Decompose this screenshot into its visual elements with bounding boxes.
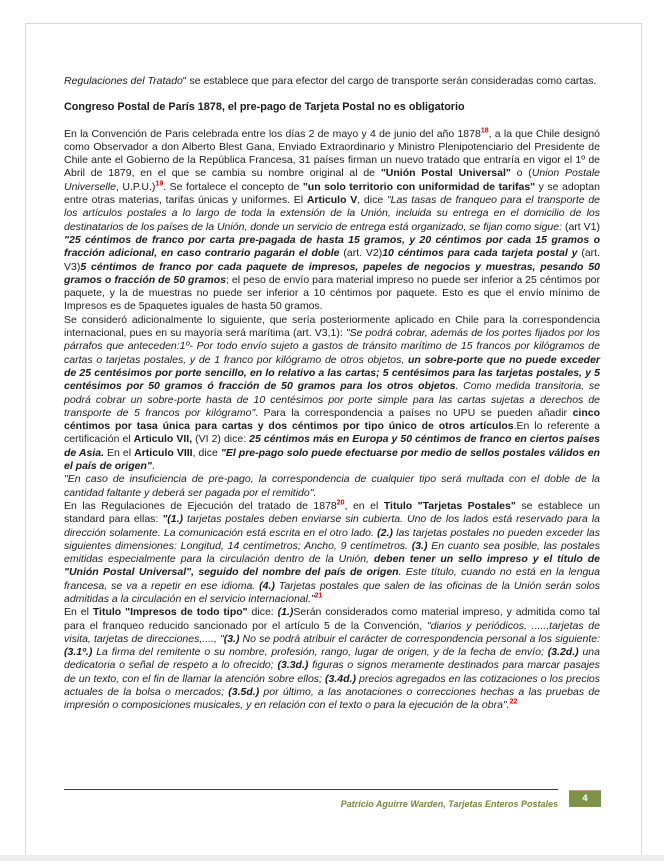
footnote-reference: 22 bbox=[509, 698, 518, 706]
viewport-bottom-strip bbox=[0, 855, 664, 861]
text-segment: La firma del remitente o su nombre, profesión, rango, lugar de origen, y de la fecha de envío; bbox=[92, 646, 548, 659]
text-segment: (3.) bbox=[411, 539, 428, 552]
text-segment: . Se fortalece el concepto de bbox=[163, 180, 303, 193]
text-segment: "El pre-pago solo puede efectuarse por medio de sellos postales válidos en el país de origen" bbox=[64, 446, 600, 473]
paragraph-insufficiency-fine bbox=[64, 473, 600, 500]
text-segment: Union Postale Universelle bbox=[64, 167, 601, 193]
text-segment: "Se podrá cobrar, además de los portes fijados por los párrafos que anteceden:1º- Por todo envío sujeto a gastos de tránsito marítimo de 15 francos por kilógramos de cartas o tarjetas postales, y de 1 franco por kilógramo de otros objetos, bbox=[64, 327, 600, 366]
text-segment: Articulo VIII bbox=[134, 446, 193, 459]
text-segment: Serán considerados como material impreso, y admitida como tal para el franqueo reducido sancionado por el artículo 5 de la Convención, bbox=[64, 606, 600, 632]
text-segment: ; el peso de envío para material impreso no puede ser inferior a 25 céntimos por paquete, y la de muestras no puede ser inferior a 10 céntimos por paquete. Esto es que el envío mínimo de Impresos es de 5paquetes iguales de hasta 50 gramos. bbox=[64, 273, 600, 313]
text-segment: 25 céntimos más en Europa y 50 céntimos de franco en ciertos países de Asia. bbox=[64, 433, 600, 459]
text-segment: o ( bbox=[510, 167, 532, 180]
text-segment: En la Convención de Paris celebrada entre los días 2 de mayo y 4 de junio del año 1878 bbox=[64, 127, 481, 140]
text-segment: deben tener un sello impreso y el título de "Unión Postal Universal", seguido del nombre del país de origen bbox=[64, 553, 601, 579]
text-segment: Tarjetas postales que salen de las oficinas de la Unión serán solos admitidas a la circulación en el servicio internacional." bbox=[64, 579, 600, 605]
text-segment: "En caso de insuficiencia de pre-pago, la correspondencia de cualquier tipo será multada con el doble de la cantidad faltante y deberá ser pagada por el remitido". bbox=[64, 473, 600, 499]
text-segment: En el bbox=[64, 606, 93, 619]
document-page bbox=[25, 23, 642, 856]
text-segment: "diarios y periódicos, .....,tarjetas de visita, tarjetas de direcciones,...., " bbox=[64, 619, 600, 645]
text-segment: . bbox=[151, 460, 155, 473]
text-segment: un sobre-porte que no puede exceder de 25 centésimos por porte sencillo, en lo relativo a las cartas; 5 centésimos para las tarjetas postales, y 5 centésimos por 50 gramos ó fracción de 50 gramos para los otros objetos bbox=[64, 353, 600, 393]
text-segment: . Para la correspondencia a países no UPU se pueden añadir bbox=[255, 406, 573, 419]
text-segment: No se podrá atribuir el carácter de correspondencia personal a los siguiente: bbox=[239, 632, 601, 645]
text-segment: " se establece que para efector del cargo de transporte serán consideradas como cartas. bbox=[182, 75, 597, 87]
text-segment: , a la que Chile designó como Observador a don Alberto Blest Gana, Enviado Extraordinario y Ministro Plenipotenciario del Presidente de Chile ante el Gobierno de la República Francesa, 31 países firman un nuevo tratado que entraría en vigor el 1º de Abril de 1879, en el que se cambia su nombre original al de bbox=[64, 127, 601, 180]
text-segment: "un solo territorio con uniformidad de tarifas" bbox=[302, 180, 536, 193]
page-body-text bbox=[64, 75, 600, 713]
text-segment: (3.3d.) bbox=[277, 659, 309, 672]
footer-rule bbox=[64, 789, 558, 812]
text-segment: (art. V2) bbox=[339, 247, 383, 260]
text-segment: (3.2d.) bbox=[547, 646, 579, 659]
text-segment: 5 céntimos de franco por cada paquete de impresos, papeles de negocios y muestras, pesando 50 gramos o fracción de 50 gramos bbox=[64, 260, 600, 286]
section-heading bbox=[64, 101, 600, 114]
text-segment: "25 céntimos de franco por carta pre-pagada de hasta 15 gramos, y 20 céntimos por cada 15 gramos o fracción adicional, en caso contrario pagarán el doble bbox=[64, 233, 600, 260]
text-segment: (3.5d.) bbox=[228, 686, 260, 699]
text-segment: (1.) bbox=[277, 606, 294, 619]
text-segment: (3.4d.) bbox=[325, 672, 356, 685]
text-segment: , U.P.U.) bbox=[115, 180, 156, 193]
text-segment: Articulo VII, bbox=[133, 433, 193, 446]
text-segment: cinco céntimos por tasa única para cartas y dos céntimos por tipo único de otros artículos bbox=[64, 406, 600, 433]
footnote-reference: 18 bbox=[480, 127, 489, 135]
text-segment: (3.1º.) bbox=[64, 646, 93, 659]
paragraph-postcards-regulations bbox=[64, 500, 600, 606]
text-segment: "Las tasas de franqueo para el transporte de los artículos postales a lo largo de toda la extensión de la Unión, incluida su entrega en el domicilio de los destinatarios de los países de la Unión, donde un servicio de entrega está organizado, se fijan como sigue: bbox=[64, 194, 601, 233]
text-segment: En cuanto sea posible, las postales emitidas especialmente para la circulación dentro de la Unión, bbox=[64, 539, 600, 566]
paragraph-convention-1878 bbox=[64, 128, 600, 314]
text-segment: (3.) bbox=[223, 632, 240, 645]
text-segment: figuras o signos meramente destinados para marcar pasajes de un texto, con el fin de llamar la atención sobre ellos; bbox=[64, 659, 600, 685]
paragraph-maritime-surcharge bbox=[64, 314, 600, 474]
text-segment: Congreso Postal de París 1878, el pre-pago de Tarjeta Postal no es obligatorio bbox=[64, 101, 465, 114]
text-segment: "(1.) bbox=[162, 513, 184, 526]
text-segment: (VI 2) dice: bbox=[192, 433, 250, 446]
footer-author-line: Patricio Aguirre Warden, Tarjetas Enteros Postales bbox=[340, 799, 558, 809]
text-segment: una dedicatoria o señal de respeto a lo ofrecido; bbox=[64, 646, 600, 672]
text-segment: (2.) bbox=[377, 526, 393, 539]
text-segment: precios agregados en las cotizaciones o los precios actuales de la bolsa o mercados; bbox=[64, 672, 600, 699]
text-segment: por último, a las anotaciones o correcciones hechas a las pruebas de impresión o composiciones musicales, y en relación con el texto o para la ejecución de la obra". bbox=[64, 686, 600, 712]
text-segment: Se consideró adicionalmente lo siguiente, que sería posteriormente aplicado en Chile para la correspondencia internacional, pues en su mayoría será marítima (art. V3,1): bbox=[64, 313, 600, 340]
text-segment: En el bbox=[104, 446, 135, 459]
text-segment: tarjetas postales deben enviarse sin cubierta. Uno de los lados está reservado para la dirección solamente. La comunicación está escrita en el otro lado. bbox=[64, 513, 600, 539]
text-segment: Titulo "Impresos de todo tipo" bbox=[92, 606, 248, 619]
text-segment: . Este título, cuando no está en la lengua francesa, se va a repetir en ese idioma. bbox=[64, 566, 600, 592]
text-segment: Titulo "Tarjetas Postales" bbox=[383, 499, 516, 512]
text-segment: (art. V3) bbox=[64, 247, 600, 273]
paragraph-printed-matter bbox=[64, 606, 600, 712]
page-footer bbox=[64, 789, 601, 812]
text-segment: "Unión Postal Universal" bbox=[380, 167, 511, 180]
text-segment: las tarjetas postales no pueden exceder las siguientes dimensiones: Longitud, 14 centímetros; Ancho, 9 centímetros. bbox=[64, 526, 600, 552]
footnote-reference: 21 bbox=[314, 592, 323, 600]
text-segment: En las Regulaciones de Ejecución del tratado de 1878 bbox=[64, 499, 337, 512]
text-segment: (art V1) bbox=[562, 220, 600, 233]
text-segment: Regulaciones del Tratado bbox=[64, 75, 183, 87]
text-segment: (4.) bbox=[259, 579, 275, 592]
footnote-reference: 20 bbox=[336, 499, 345, 507]
text-segment: Articulo V bbox=[306, 194, 358, 207]
text-segment: 10 céntimos para cada tarjeta postal y bbox=[382, 247, 578, 260]
text-segment: .En lo referente a certificación el bbox=[64, 420, 600, 446]
text-segment: . Como medida transitoria, se podrá cobrar un sobre-porte hasta de 10 centésimos por porte simple para las cartas sujetas a derechos de transporte de 5 francos por kilógramo" bbox=[64, 380, 600, 419]
text-segment: , dice bbox=[357, 194, 387, 207]
text-segment: dice: bbox=[247, 606, 278, 619]
intro-fragment bbox=[64, 75, 600, 88]
text-segment: y se adoptan entre otras materias, tarifas únicas y uniformes. El bbox=[64, 180, 600, 207]
page-number-badge: 4 bbox=[569, 790, 601, 807]
text-segment: se establece un standard para ellas: bbox=[64, 499, 601, 526]
footnote-reference: 19 bbox=[155, 180, 164, 188]
text-segment: , dice bbox=[192, 446, 221, 459]
text-segment: , en el bbox=[344, 499, 384, 512]
